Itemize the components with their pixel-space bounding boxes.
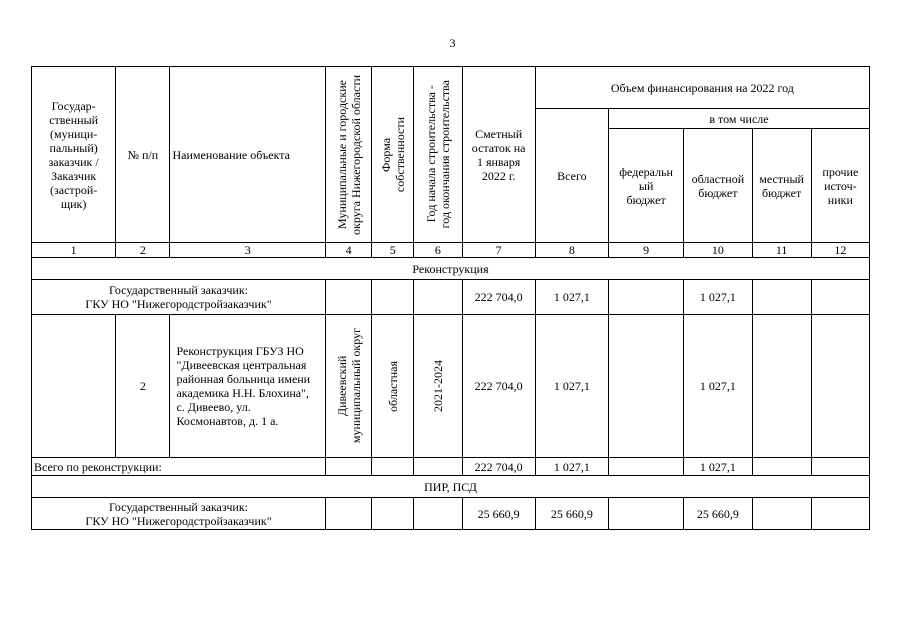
empty-cell bbox=[372, 280, 414, 315]
object-num: 2 bbox=[116, 315, 170, 458]
empty-cell bbox=[372, 458, 414, 476]
total-cell: 1 027,1 bbox=[535, 458, 608, 476]
customer-row bbox=[32, 498, 870, 530]
regional-cell: 1 027,1 bbox=[684, 315, 752, 458]
local-cell bbox=[752, 458, 811, 476]
federal-cell bbox=[609, 315, 684, 458]
header-funding bbox=[535, 67, 869, 109]
header-total bbox=[535, 109, 608, 243]
header-name bbox=[170, 67, 326, 243]
header-total-label: Всего bbox=[557, 168, 587, 183]
header-years-label: Год начала строительства - год окончания строительства bbox=[423, 80, 452, 229]
object-municipality bbox=[326, 315, 372, 458]
federal-cell bbox=[609, 280, 684, 315]
local-cell bbox=[752, 315, 811, 458]
empty-cell bbox=[414, 280, 462, 315]
header-ownership-label: Форма собственности bbox=[378, 116, 407, 193]
col-number: 7 bbox=[462, 243, 535, 258]
object-years bbox=[414, 315, 462, 458]
federal-cell bbox=[609, 498, 684, 530]
col-number: 6 bbox=[414, 243, 462, 258]
object-years-label: 2021-2024 bbox=[430, 360, 445, 412]
section-title-row bbox=[32, 258, 870, 280]
other-cell bbox=[811, 498, 869, 530]
empty-cell bbox=[326, 280, 372, 315]
header-row-1 bbox=[32, 67, 870, 109]
object-row bbox=[32, 315, 870, 458]
local-cell bbox=[752, 498, 811, 530]
header-years bbox=[414, 67, 462, 243]
object-name bbox=[170, 315, 326, 458]
col-number: 8 bbox=[535, 243, 608, 258]
header-num bbox=[116, 67, 170, 243]
col-number: 4 bbox=[326, 243, 372, 258]
header-funding-label: Объем финансирования на 2022 год bbox=[610, 80, 794, 95]
header-balance bbox=[462, 67, 535, 243]
header-num-label: № п/п bbox=[127, 147, 159, 162]
empty-cell bbox=[414, 458, 462, 476]
empty-cell bbox=[372, 498, 414, 530]
empty-cell bbox=[414, 498, 462, 530]
col-number: 9 bbox=[609, 243, 684, 258]
federal-cell bbox=[609, 458, 684, 476]
balance-cell: 222 704,0 bbox=[462, 280, 535, 315]
header-local-label: местный бюджет bbox=[759, 171, 804, 200]
header-including bbox=[609, 109, 870, 129]
object-ownership-label: областная bbox=[385, 360, 400, 412]
regional-cell: 1 027,1 bbox=[684, 280, 752, 315]
header-balance-label: Сметный остаток на 1 января 2022 г. bbox=[471, 126, 526, 183]
customer-cell bbox=[32, 498, 326, 530]
total-cell: 1 027,1 bbox=[535, 315, 608, 458]
header-regional-label: областной бюджет bbox=[691, 171, 745, 200]
other-cell bbox=[811, 458, 869, 476]
section-title-row bbox=[32, 476, 870, 498]
balance-cell: 222 704,0 bbox=[462, 458, 535, 476]
summary-label: Всего по реконструкции: bbox=[32, 458, 326, 476]
header-customer-label: Государ- ственный (муници- пальный) заказчик / Заказчик (застрой- щик) bbox=[48, 98, 99, 211]
column-numbers-row bbox=[32, 243, 870, 258]
header-other bbox=[811, 129, 869, 243]
other-cell bbox=[811, 315, 869, 458]
customer-cell bbox=[32, 280, 326, 315]
header-local bbox=[752, 129, 811, 243]
regional-cell: 25 660,9 bbox=[684, 498, 752, 530]
col-number: 1 bbox=[32, 243, 116, 258]
col-number: 2 bbox=[116, 243, 170, 258]
section-title: ПИР, ПСД bbox=[32, 476, 870, 498]
total-cell: 25 660,9 bbox=[535, 498, 608, 530]
header-regional bbox=[684, 129, 752, 243]
customer-label: Государственный заказчик: ГКУ НО "Нижегородстройзаказчик" bbox=[85, 283, 272, 311]
header-federal-label: федеральн ый бюджет bbox=[619, 164, 673, 207]
empty-cell bbox=[326, 498, 372, 530]
other-cell bbox=[811, 280, 869, 315]
object-municipality-label: Дивеевский муниципальный округ bbox=[334, 328, 363, 444]
financing-table bbox=[31, 66, 870, 530]
object-ownership bbox=[372, 315, 414, 458]
col-number: 3 bbox=[170, 243, 326, 258]
page-number: 3 bbox=[449, 36, 456, 50]
section-title: Реконструкция bbox=[32, 258, 870, 280]
customer-row bbox=[32, 280, 870, 315]
balance-cell: 25 660,9 bbox=[462, 498, 535, 530]
balance-cell: 222 704,0 bbox=[462, 315, 535, 458]
summary-row bbox=[32, 458, 870, 476]
header-municipality-label: Муниципальные и городские округа Нижегородской области bbox=[334, 74, 363, 235]
header-municipality bbox=[326, 67, 372, 243]
empty-cell bbox=[32, 315, 116, 458]
col-number: 5 bbox=[372, 243, 414, 258]
header-including-label: в том числе bbox=[709, 111, 769, 126]
header-other-label: прочие источ- ники bbox=[822, 164, 859, 207]
empty-cell bbox=[326, 458, 372, 476]
local-cell bbox=[752, 280, 811, 315]
header-name-label: Наименование объекта bbox=[172, 147, 290, 162]
header-customer bbox=[32, 67, 116, 243]
customer-label: Государственный заказчик: ГКУ НО "Нижегородстройзаказчик" bbox=[85, 499, 272, 528]
object-name-label: Реконструкция ГБУЗ НО "Дивеевская центральная районная больница имени академика Н.Н. Блохина", с. Дивеево, ул. Космонавтов, д. 1 а. bbox=[176, 344, 311, 428]
col-number: 12 bbox=[811, 243, 869, 258]
col-number: 10 bbox=[684, 243, 752, 258]
header-federal bbox=[609, 129, 684, 243]
col-number: 11 bbox=[752, 243, 811, 258]
total-cell: 1 027,1 bbox=[535, 280, 608, 315]
header-ownership bbox=[372, 67, 414, 243]
regional-cell: 1 027,1 bbox=[684, 458, 752, 476]
